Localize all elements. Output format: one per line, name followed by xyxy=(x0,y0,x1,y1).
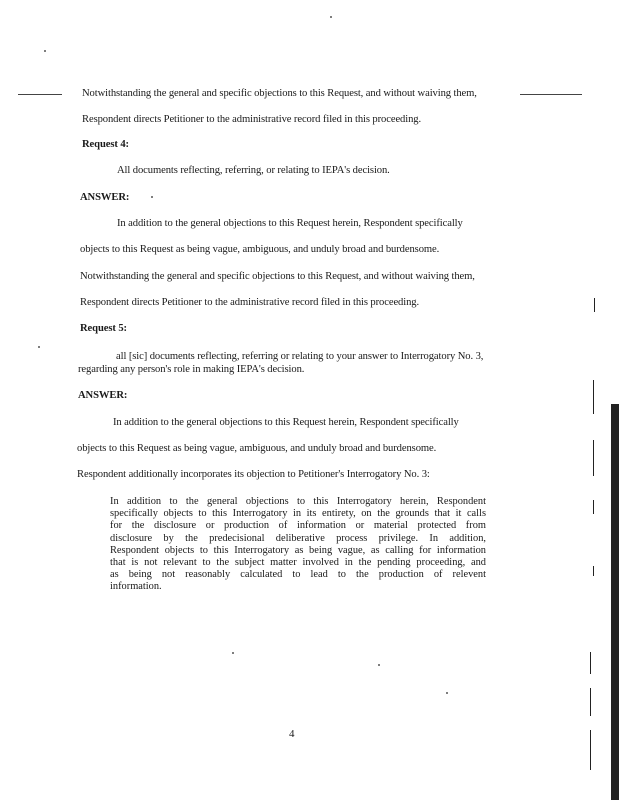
request-5-text: all [sic] documents reflecting, referring or relating to your answer to Interrogatory No. 3, xyxy=(116,351,484,362)
scan-artifact-speck xyxy=(232,652,234,654)
request-4-text: All documents reflecting, referring, or relating to IEPA's decision. xyxy=(117,165,390,176)
quote-line: information. xyxy=(110,581,162,593)
scan-artifact-edge-mark xyxy=(593,380,594,414)
answer-5-heading: ANSWER: xyxy=(78,390,128,401)
scan-artifact-right-bar xyxy=(611,404,619,800)
body-line: objects to this Request as being vague, ambiguous, and unduly broad and burdensome. xyxy=(80,244,440,255)
scan-artifact-edge-mark xyxy=(593,500,594,514)
request-5-text: regarding any person's role in making IEPA's decision. xyxy=(78,364,305,375)
body-line: Notwithstanding the general and specific objections to this Request, and without waiving them, xyxy=(82,88,477,99)
request-4-heading: Request 4: xyxy=(82,139,129,150)
scan-artifact-speck xyxy=(38,346,40,348)
scan-artifact-speck xyxy=(378,664,380,666)
page-number: 4 xyxy=(289,728,295,740)
body-line: Respondent additionally incorporates its objection to Petitioner's Interrogatory No. 3: xyxy=(77,469,430,480)
scan-artifact-speck xyxy=(44,50,46,52)
scan-artifact-speck xyxy=(151,196,153,198)
quote-line: specifically objects to this Interrogatory in its entirety, on the grounds that it calls xyxy=(110,508,486,520)
body-line: Notwithstanding the general and specific objections to this Request, and without waiving them, xyxy=(80,271,475,282)
quote-line: disclosure by the predecisional deliberative process privilege. In addition, xyxy=(110,532,486,544)
scan-artifact-edge-mark xyxy=(590,730,591,770)
quote-line: that is not relevant to the subject matter involved in the pending proceeding, and xyxy=(110,557,486,569)
body-line: Respondent directs Petitioner to the administrative record filed in this proceeding. xyxy=(80,297,420,308)
answer-4-heading: ANSWER: xyxy=(80,192,130,203)
scan-artifact-edge-mark xyxy=(594,298,595,312)
scan-artifact-speck xyxy=(446,692,448,694)
scan-artifact-dash-right xyxy=(520,94,582,95)
scan-artifact-edge-mark xyxy=(590,688,591,716)
scan-artifact-edge-mark xyxy=(590,652,591,674)
body-line: In addition to the general objections to this Request herein, Respondent specifically xyxy=(117,218,463,229)
quote-line: In addition to the general objections to this Interrogatory herein, Respondent xyxy=(110,496,486,507)
body-line: Respondent directs Petitioner to the administrative record filed in this proceeding. xyxy=(82,114,422,125)
request-5-heading: Request 5: xyxy=(80,323,127,334)
body-line: In addition to the general objections to this Request herein, Respondent specifically xyxy=(113,417,459,428)
scan-artifact-dash-left xyxy=(18,94,62,95)
body-line: objects to this Request as being vague, ambiguous, and unduly broad and burdensome. xyxy=(77,443,437,454)
quote-line: for the disclosure or production of information or material protected from xyxy=(110,520,486,532)
scan-artifact-speck xyxy=(330,16,332,18)
quote-line: as being not reasonably calculated to lead to the production of relevent xyxy=(110,569,486,581)
scan-artifact-edge-mark xyxy=(593,440,594,476)
scan-artifact-edge-mark xyxy=(593,566,594,576)
quoted-objection-block xyxy=(110,496,486,594)
quote-line: Respondent objects to this Interrogatory as being vague, as calling for information xyxy=(110,544,486,556)
